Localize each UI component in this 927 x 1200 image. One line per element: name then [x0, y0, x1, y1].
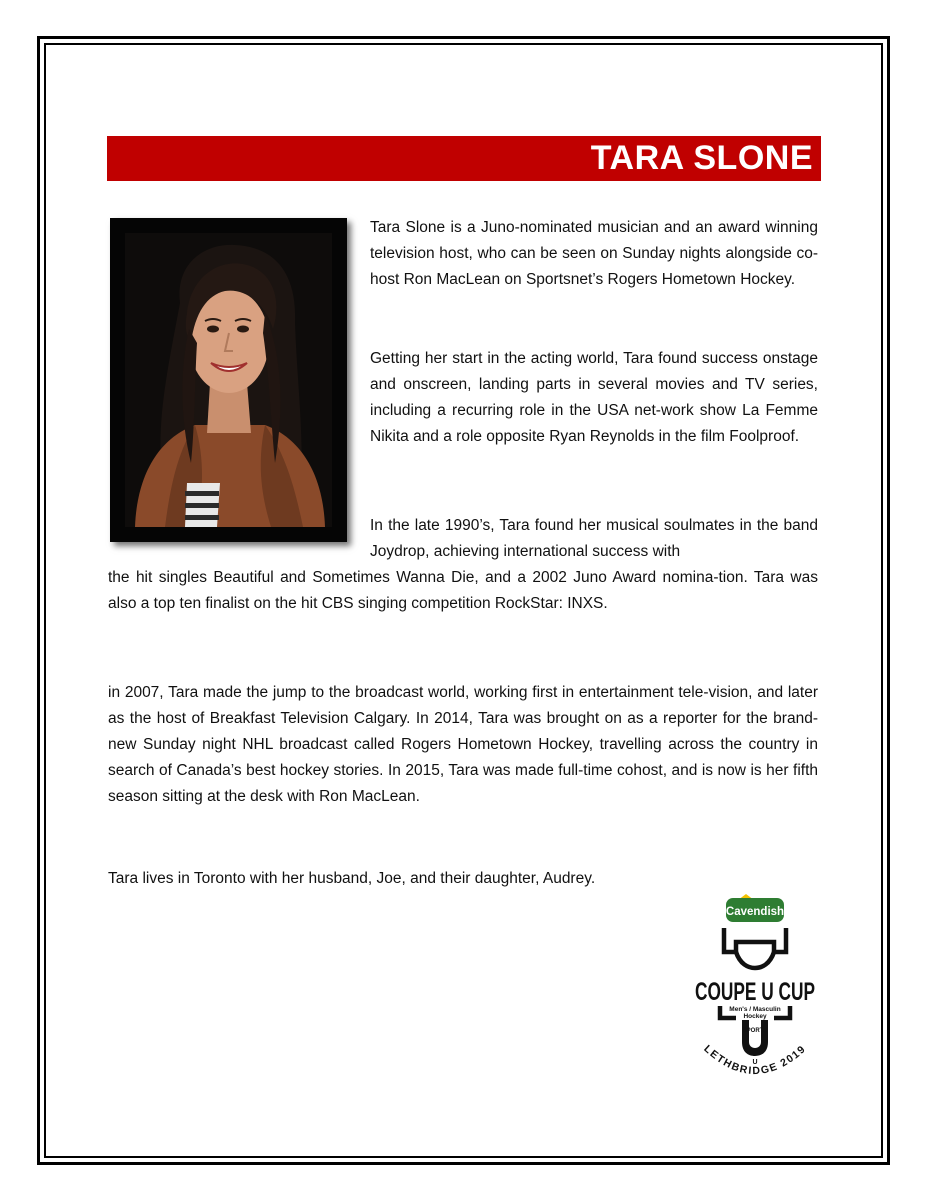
- logo-graphic: [690, 892, 820, 1092]
- coupe-u-cup-logo: [690, 892, 820, 1092]
- bio-paragraph-3-end: the hit singles Beautiful and Sometimes Wanna Die, and a 2002 Juno Award nomina-tion. Tara was also a top ten finalist on the hit CBS singing competition RockStar: INXS.: [108, 569, 818, 612]
- bio-paragraph-5: Tara lives in Toronto with her husband, Joe, and their daughter, Audrey.: [108, 870, 596, 887]
- logo-title: COUPE U CUP: [695, 978, 815, 1006]
- logo-org: SPORTS: [742, 1028, 768, 1034]
- bio-paragraph-4: in 2007, Tara made the jump to the broadcast world, working first in entertainment tele-vision, and later as the host of Breakfast Television Calgary. In 2014, Tara was brought on as a reporter for the brand-new Sunday night NHL broadcast called Rogers Hometown Hockey, travelling across the country in search of Canada’s best hockey stories. In 2015, Tara was made full-time cohost, and is now is her fifth season sitting at the desk with Ron MacLean.: [108, 684, 818, 805]
- logo-subtitle-2: Hockey: [743, 1013, 767, 1020]
- logo-subtitle-1: Men's / Masculin: [729, 1006, 781, 1013]
- logo-org-letter: U: [752, 1059, 758, 1066]
- sponsor-name: Cavendish: [725, 906, 785, 918]
- portrait-photo: [125, 233, 332, 527]
- portrait-frame: [110, 218, 347, 542]
- bio-paragraph-2: Getting her start in the acting world, Tara found success onstage and onscreen, landing parts in several movies and TV series, including a recurring role in the USA net-work show La Femme Nikita and a role opposite Ryan Reynolds in the film Foolproof.: [370, 350, 818, 445]
- page-title: TARA SLONE: [590, 139, 813, 177]
- logo-location-text: LETHBRIDGE 2019: [701, 1042, 809, 1078]
- title-banner: [107, 136, 821, 181]
- bio-paragraph-3-start: In the late 1990’s, Tara found her musical soulmates in the band Joydrop, achieving international success with: [370, 517, 818, 560]
- portrait-illustration: [125, 233, 332, 527]
- bio-paragraph-1: Tara Slone is a Juno-nominated musician and an award winning television host, who can be seen on Sunday nights alongside co-host Ron MacLean on Sportsnet’s Rogers Hometown Hockey.: [370, 219, 818, 288]
- u-sports-icon: [742, 1020, 768, 1056]
